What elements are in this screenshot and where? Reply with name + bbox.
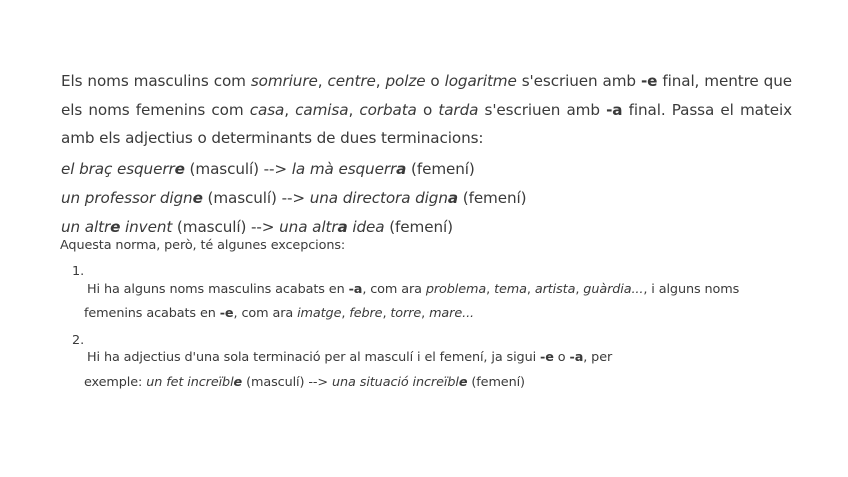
- intro-text: Els noms masculins com: [61, 72, 251, 90]
- masculine-example: un altr: [61, 218, 111, 236]
- intro-text: ,: [348, 100, 360, 119]
- gender-tag: (femení): [458, 189, 527, 207]
- ending-highlight: -e: [219, 306, 234, 321]
- intro-text: ,: [284, 100, 296, 119]
- example-word: imatge: [297, 306, 342, 321]
- intro-text: ,: [375, 72, 386, 90]
- exception-text: , com ara: [362, 282, 426, 297]
- list-number: 2.: [72, 333, 85, 348]
- exceptions-heading: Aquesta norma, però, té algunes excepcions:: [60, 238, 346, 253]
- example-word: centre: [327, 72, 376, 90]
- exception-text: , per: [583, 350, 613, 365]
- feminine-example: una altr: [279, 218, 338, 236]
- example-word: camisa: [295, 100, 349, 119]
- exception-text: ,: [382, 306, 391, 321]
- example-word: tema: [494, 282, 527, 297]
- example-word: tarda: [438, 100, 479, 119]
- ending-highlight: -e: [640, 72, 658, 90]
- ending-highlight: e: [458, 375, 468, 390]
- exception-text: exemple:: [84, 375, 147, 390]
- feminine-ending: a: [396, 160, 407, 178]
- example-word: casa: [249, 100, 285, 119]
- ending-highlight: -e: [540, 350, 554, 365]
- intro-text: final, mentre que els noms femenins com: [61, 72, 792, 119]
- exception-text: femenins acabats en: [84, 306, 220, 321]
- exception-line: [84, 306, 474, 322]
- list-number: 1.: [72, 264, 85, 279]
- exception-text: ,: [421, 306, 430, 321]
- exception-text: , com ara: [233, 306, 298, 321]
- gender-tag: (masculí) -->: [184, 160, 292, 178]
- gender-tag: (femení): [467, 375, 525, 390]
- example-line: [61, 187, 526, 209]
- intro-text: final. Passa el mateix amb els adjectius o determinants de dues terminacions:: [61, 100, 792, 147]
- exception-line: [84, 375, 525, 391]
- ending-highlight: -a: [606, 100, 623, 119]
- exception-text: ,: [526, 282, 535, 297]
- gender-tag: (masculí) -->: [242, 375, 333, 390]
- example-line: [61, 216, 453, 238]
- exception-text: ,: [341, 306, 350, 321]
- example-word: logaritme: [444, 72, 517, 90]
- intro-text: s'escriuen amb: [516, 72, 641, 90]
- exception-line: [87, 350, 612, 366]
- feminine-example: una directora dign: [309, 189, 448, 207]
- example-word: guàrdia...: [583, 282, 644, 297]
- masculine-ending: e: [192, 189, 203, 207]
- exception-text: ,: [486, 282, 495, 297]
- ending-highlight: -a: [569, 350, 584, 365]
- example-word: torre: [390, 306, 422, 321]
- masculine-ending: e: [110, 218, 121, 236]
- exception-text: , i alguns noms: [643, 282, 740, 297]
- example-word: artista: [534, 282, 576, 297]
- feminine-example: idea: [347, 218, 385, 236]
- example-word: un fet increïbl: [146, 375, 234, 390]
- exception-text: Hi ha adjectius d'una sola terminació per al masculí i el femení, ja sigui: [87, 350, 541, 365]
- example-line: [61, 158, 475, 180]
- feminine-example: la mà esquerr: [291, 160, 397, 178]
- example-word: una situació increïbl: [332, 375, 459, 390]
- intro-text: ,: [317, 72, 328, 90]
- ending-highlight: e: [233, 375, 243, 390]
- gender-tag: (femení): [384, 218, 453, 236]
- gender-tag: (masculí) -->: [172, 218, 280, 236]
- exception-line: [87, 282, 739, 298]
- intro-text: o: [416, 100, 439, 119]
- masculine-example: el braç esquerr: [61, 160, 175, 178]
- exception-text: ,: [575, 282, 584, 297]
- example-word: polze: [385, 72, 426, 90]
- masculine-example: invent: [120, 218, 173, 236]
- example-word: febre: [349, 306, 383, 321]
- masculine-ending: e: [174, 160, 185, 178]
- example-word: mare...: [429, 306, 475, 321]
- gender-tag: (masculí) -->: [202, 189, 310, 207]
- masculine-example: un professor dign: [61, 189, 193, 207]
- intro-paragraph: [61, 67, 792, 153]
- example-word: problema: [425, 282, 487, 297]
- exception-text: Hi ha alguns noms masculins acabats en: [87, 282, 349, 297]
- example-word: somriure: [250, 72, 318, 90]
- feminine-ending: a: [337, 218, 348, 236]
- intro-text: s'escriuen amb: [478, 100, 607, 119]
- ending-highlight: -a: [348, 282, 363, 297]
- intro-text: o: [425, 72, 445, 90]
- gender-tag: (femení): [406, 160, 475, 178]
- exception-text: o: [553, 350, 570, 365]
- feminine-ending: a: [447, 189, 459, 207]
- example-word: corbata: [359, 100, 417, 119]
